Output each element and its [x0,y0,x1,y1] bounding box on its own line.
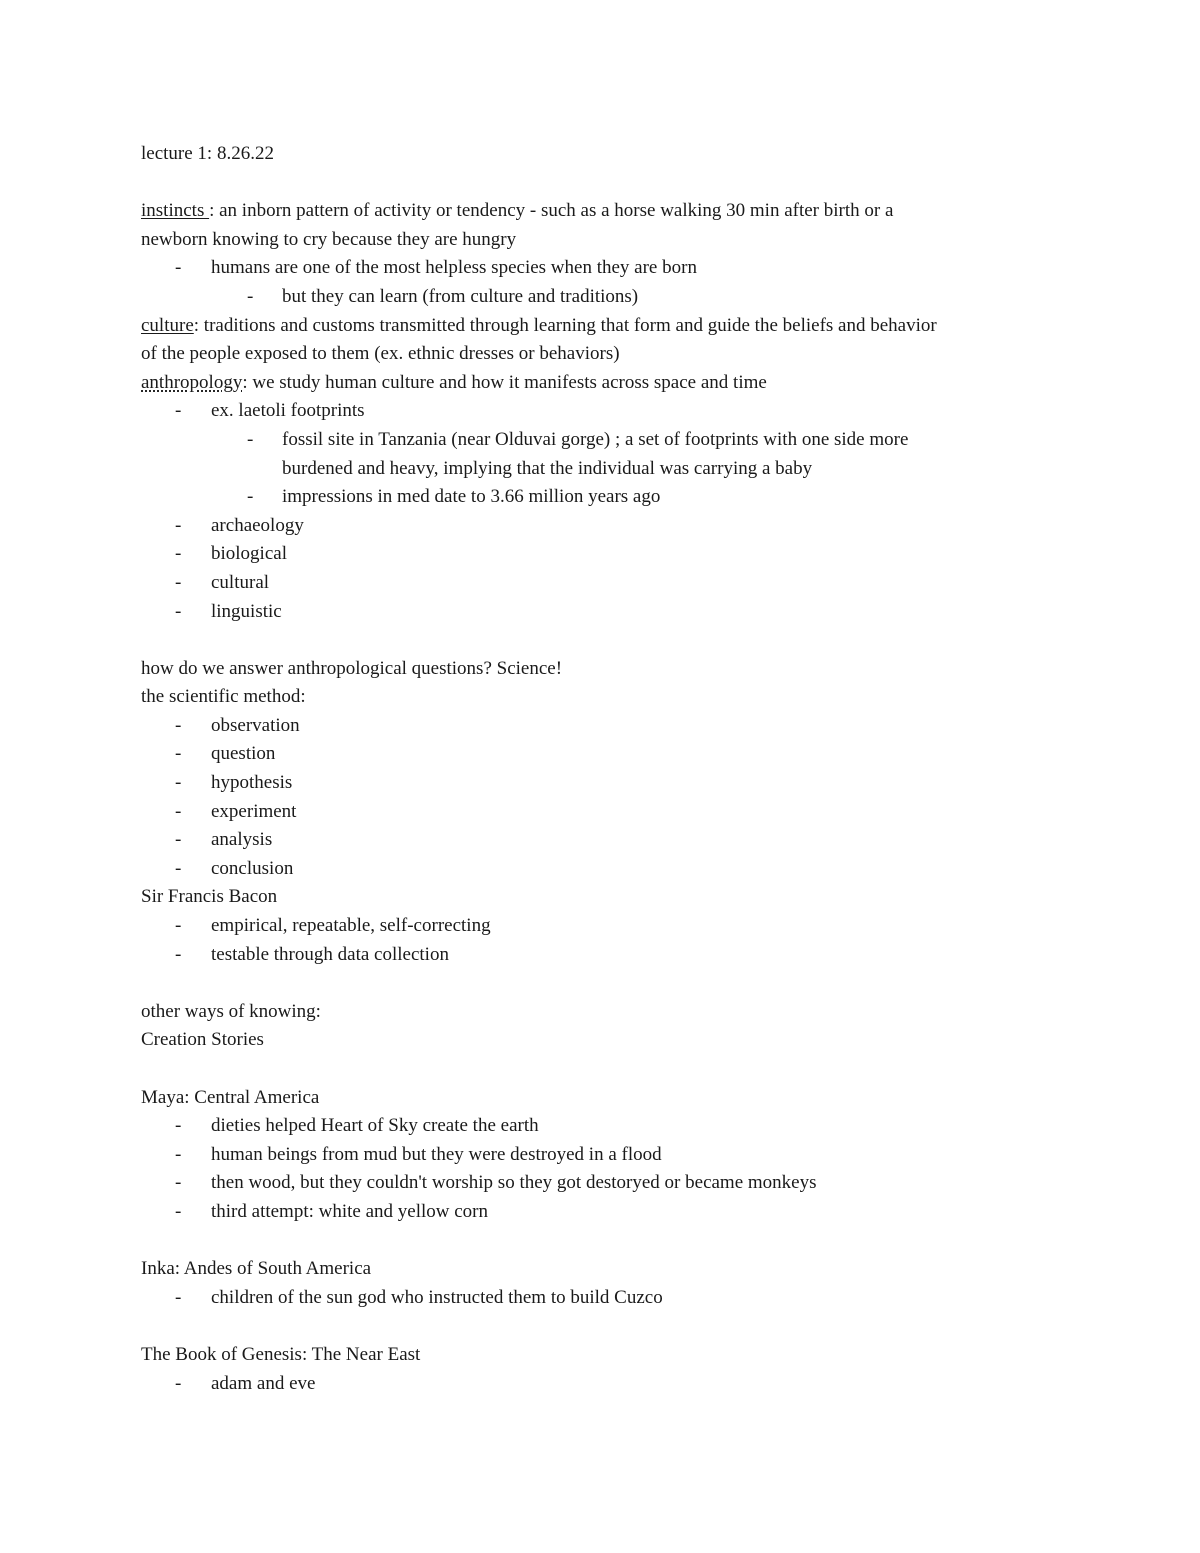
creation-stories-heading: Creation Stories [141,1029,264,1051]
anthropology-definition: anthropology: we study human culture and how it manifests across space and time [141,371,767,393]
list-item: - impressions in med date to 3.66 million years ago [141,483,1061,512]
list-item: - conclusion [141,855,1061,884]
bullet-dash: - [175,800,182,822]
maya-heading: Maya: Central America [141,1086,320,1108]
genesis-heading: The Book of Genesis: The Near East [141,1343,421,1365]
bullet-dash: - [247,285,254,307]
bullet-dash: - [175,714,182,736]
list-item: - observation [141,712,1061,741]
bullet-dash: - [175,257,182,279]
bullet-dash: - [247,428,254,450]
list-item: - hypothesis [141,769,1061,798]
term-culture: culture [141,314,194,336]
list-item: - third attempt: white and yellow corn [141,1198,1061,1227]
bullet-dash: - [175,1372,182,1394]
bullet-dash: - [175,400,182,422]
other-ways-heading: other ways of knowing: [141,1000,321,1022]
list-item: - question [141,740,1061,769]
bullet-dash: - [175,915,182,937]
list-item: - fossil site in Tanzania (near Olduvai gorge) ; a set of footprints with one side more [141,426,1061,455]
instincts-definition [141,197,1061,226]
list-item: - children of the sun god who instructed them to build Cuzco [141,1284,1061,1313]
list-item: - ex. laetoli footprints [141,397,1061,426]
instincts-def-text: : an inborn pattern of activity or tendency - such as a horse walking 30 min after birth or a [209,200,894,222]
bullet-dash: - [175,772,182,794]
term-anthropology: anthropology [141,371,243,393]
bullet-dash: - [175,543,182,565]
list-item: - biological [141,540,1061,569]
list-item: - analysis [141,826,1061,855]
list-item: - then wood, but they couldn't worship so they got destoryed or became monkeys [141,1169,1061,1198]
list-item: - but they can learn (from culture and traditions) [141,283,1061,312]
bullet-dash: - [175,1286,182,1308]
bullet-dash: - [175,857,182,879]
culture-def-continued: of the people exposed to them (ex. ethnic dresses or behaviors) [141,343,620,365]
bullet-dash: - [175,514,182,536]
scientific-method-heading: the scientific method: [141,686,306,708]
bullet-dash: - [175,743,182,765]
instincts-def-continued: newborn knowing to cry because they are hungry [141,228,517,250]
bullet-dash: - [175,1172,182,1194]
bullet-dash: - [175,829,182,851]
list-item-continued: burdened and heavy, implying that the individual was carrying a baby [282,457,813,479]
bullet-dash: - [175,571,182,593]
bacon-heading: Sir Francis Bacon [141,886,278,908]
bullet-dash: - [175,1115,182,1137]
bullet-dash: - [247,486,254,508]
list-item: - human beings from mud but they were destroyed in a flood [141,1141,1061,1170]
document-page [141,140,1061,1398]
culture-definition: culture: traditions and customs transmitted through learning that form and guide the beliefs and behavior [141,314,937,336]
list-item: - cultural [141,569,1061,598]
list-item: - dieties helped Heart of Sky create the earth [141,1112,1061,1141]
list-item: - adam and eve [141,1370,1061,1399]
bullet-dash: - [175,1143,182,1165]
lecture-title: lecture 1: 8.26.22 [141,143,274,164]
list-item: - humans are one of the most helpless species when they are born [141,254,1061,283]
bullet-dash: - [175,600,182,622]
list-item: - archaeology [141,512,1061,541]
term-instincts: instincts [141,200,210,222]
science-question: how do we answer anthropological questions? Science! [141,657,563,679]
list-item: - experiment [141,798,1061,827]
list-item: - testable through data collection [141,941,1061,970]
bullet-dash: - [175,943,182,965]
bullet-dash: - [175,1200,182,1222]
list-item: - linguistic [141,598,1061,627]
list-item: - empirical, repeatable, self-correcting [141,912,1061,941]
inka-heading: Inka: Andes of South America [141,1258,372,1280]
